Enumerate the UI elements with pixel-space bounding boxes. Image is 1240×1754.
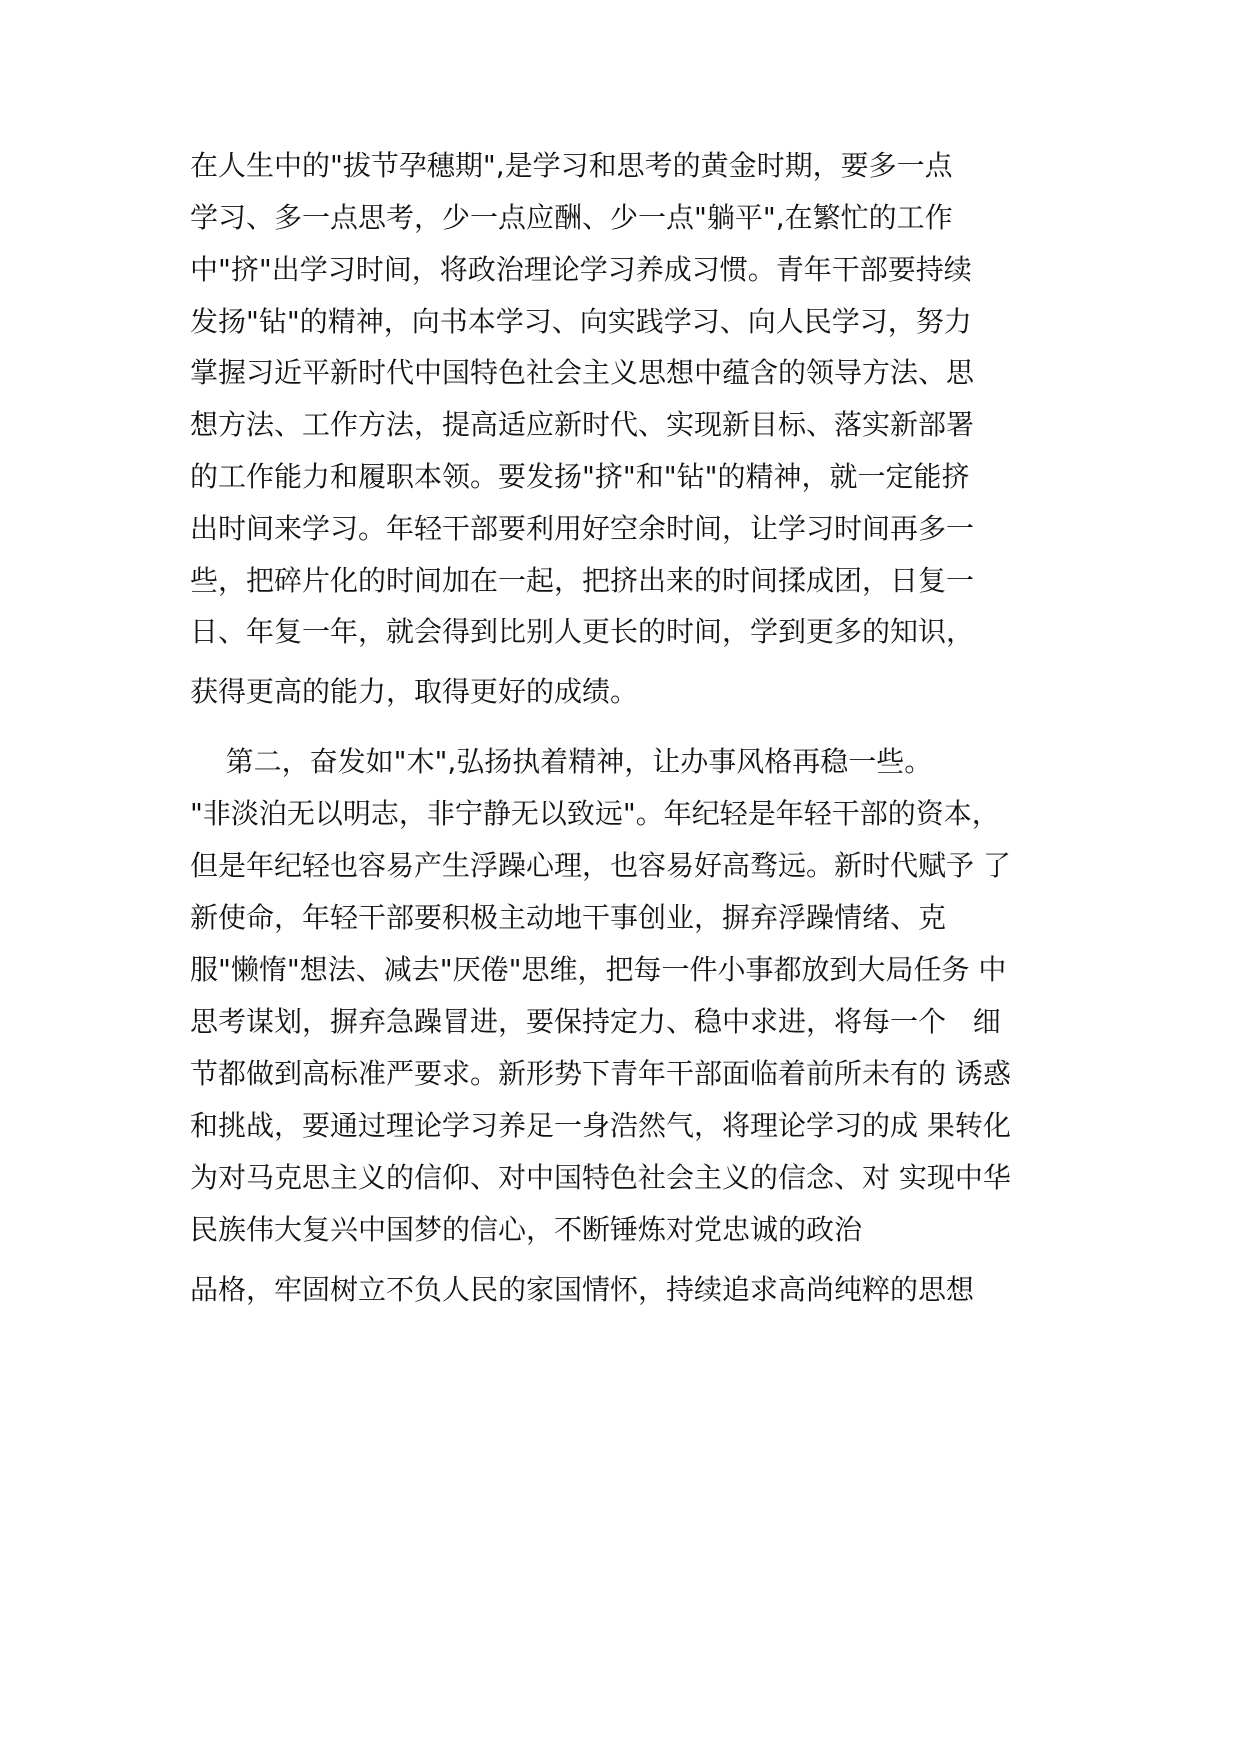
text-line: 日、年复一年，就会得到比别人更长的时间，学到更多的知识，	[190, 615, 975, 648]
text-line: 学习、多一点思考，少一点应酬、少一点"躺平",在繁忙的工作	[190, 201, 953, 234]
text-line: 服"懒惰"想法、减去"厌倦"思维，把每一件小事都放到大局任务 中	[190, 953, 1007, 986]
text-line: 掌握习近平新时代中国特色社会主义思想中蕴含的领导方法、思	[190, 356, 975, 389]
text-line: 的工作能力和履职本领。要发扬"挤"和"钻"的精神，就一定能挤	[190, 460, 970, 493]
text-line: 出时间来学习。年轻干部要利用好空余时间，让学习时间再多一	[190, 512, 975, 545]
text-line: 品格，牢固树立不负人民的家国情怀，持续追求高尚纯粹的思想	[190, 1273, 975, 1306]
text-line: 在人生中的"拔节孕穗期",是学习和思考的黄金时期，要多一点	[190, 149, 953, 182]
text-line: 中"挤"出学习时间，将政治理论学习养成习惯。青年干部要持续	[190, 253, 972, 286]
text-line: 思考谋划，摒弃急躁冒进，要保持定力、稳中求进，将每一个 细	[190, 1005, 1001, 1038]
text-line: 但是年纪轻也容易产生浮躁心理，也容易好高骛远。新时代赋予 了	[190, 849, 1011, 882]
text-line: 和挑战，要通过理论学习养足一身浩然气，将理论学习的成 果转化	[190, 1109, 1011, 1142]
text-line: 获得更高的能力，取得更好的成绩。	[190, 675, 639, 708]
text-line: 想方法、工作方法，提高适应新时代、实现新目标、落实新部署	[190, 408, 975, 441]
text-line: 发扬"钻"的精神，向书本学习、向实践学习、向人民学习，努力	[190, 305, 972, 338]
paragraph-first-line: 第二，奋发如"木",弘扬执着精神，让办事风格再稳一些。	[190, 745, 933, 778]
text-line: 为对马克思主义的信仰、对中国特色社会主义的信念、对 实现中华	[190, 1161, 1011, 1194]
text-line: 新使命，年轻干部要积极主动地干事创业，摒弃浮躁情绪、克	[190, 901, 947, 934]
text-line: 些，把碎片化的时间加在一起，把挤出来的时间揉成团，日复一	[190, 564, 975, 597]
text-line: 节都做到高标准严要求。新形势下青年干部面临着前所未有的 诱惑	[190, 1057, 1011, 1090]
text-line: "非淡泊无以明志，非宁静无以致远"。年纪轻是年轻干部的资本，	[190, 797, 1000, 830]
text-line: 民族伟大复兴中国梦的信心，不断锤炼对党忠诚的政治	[190, 1213, 863, 1246]
